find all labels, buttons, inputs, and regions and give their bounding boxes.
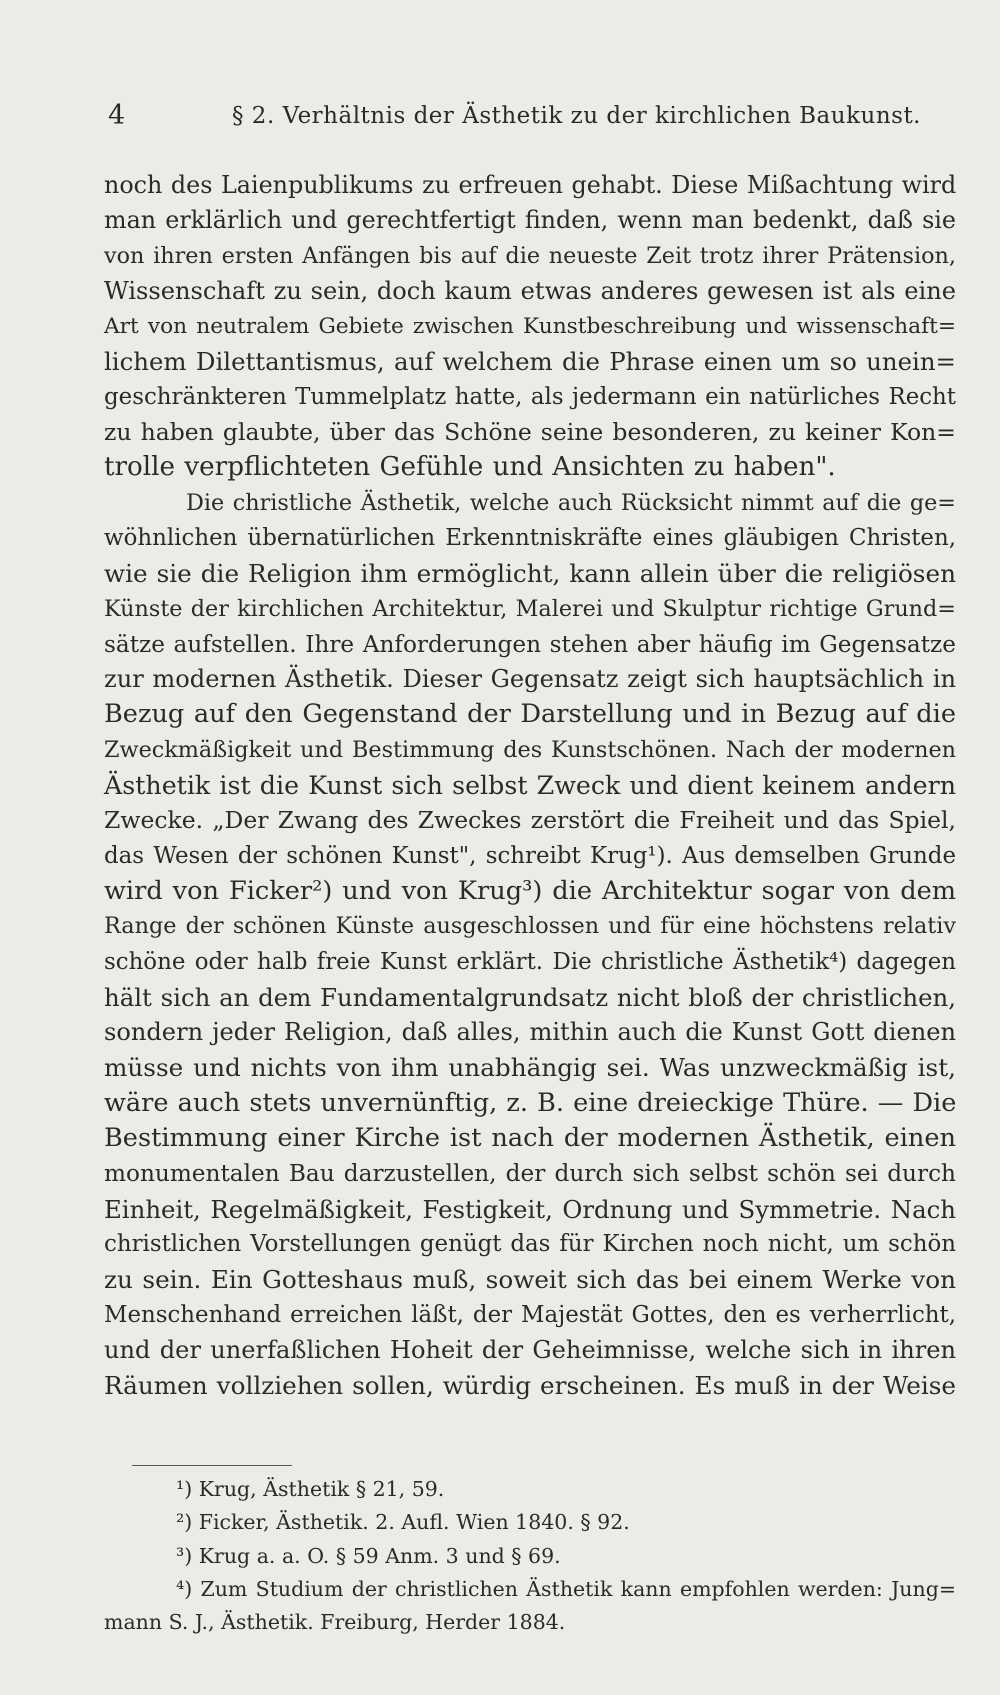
text-line: zu sein. Ein Gotteshaus muß, soweit sich das bei einem Werke von	[104, 1265, 956, 1295]
text-line: geschränkteren Tummelplatz hatte, als jedermann ein natürliches Recht	[104, 383, 956, 410]
text-line: wie sie die Religion ihm ermöglicht, kann allein über die religiösen	[104, 559, 956, 589]
text-line: Range der schönen Künste ausgeschlossen und für eine höchstens relativ	[104, 913, 956, 940]
text-line: Menschenhand erreichen läßt, der Majestät Gottes, den es verherrlicht,	[104, 1301, 956, 1328]
text-line: zur modernen Ästhetik. Dieser Gegensatz zeigt sich hauptsächlich in	[104, 665, 956, 694]
footnote-3: ³) Krug a. a. O. § 59 Anm. 3 und § 69.	[176, 1543, 561, 1568]
running-title: § 2. Verhältnis der Ästhetik zu der kirchlichen Baukunst.	[232, 103, 921, 129]
page-header	[0, 100, 1000, 136]
text-line: lichem Dilettantismus, auf welchem die Phrase einen um so unein=	[104, 347, 956, 377]
footnote-4: ⁴) Zum Studium der christlichen Ästhetik kann empfohlen werden: Jung=	[176, 1576, 956, 1601]
footnote-divider	[132, 1465, 292, 1466]
text-line: Räumen vollziehen sollen, würdig erscheinen. Es muß in der Weise	[104, 1371, 956, 1401]
text-line: wöhnlichen übernatürlichen Erkenntniskräfte eines gläubigen Christen,	[104, 524, 956, 551]
text-line: monumentalen Bau darzustellen, der durch sich selbst schön sei durch	[104, 1160, 956, 1188]
text-line: Wissenschaft zu sein, doch kaum etwas anderes gewesen ist als eine	[104, 276, 956, 305]
text-line: müsse und nichts von ihm unabhängig sei. Was unzweckmäßig ist,	[104, 1053, 956, 1083]
text-line: zu haben glaubte, über das Schöne seine besonderen, zu keiner Kon=	[104, 418, 956, 447]
text-line: Art von neutralem Gebiete zwischen Kunstbeschreibung und wissenschaft=	[104, 314, 956, 340]
text-line: von ihren ersten Anfängen bis auf die neueste Zeit trotz ihrer Prätension,	[104, 242, 956, 269]
text-line: Zweckmäßigkeit und Bestimmung des Kunstschönen. Nach der modernen	[104, 736, 956, 763]
footnote-2: ²) Ficker, Ästhetik. 2. Aufl. Wien 1840. § 92.	[176, 1510, 630, 1535]
text-line: Bestimmung einer Kirche ist nach der modernen Ästhetik, einen	[104, 1123, 956, 1154]
text-line: Bezug auf den Gegenstand der Darstellung und in Bezug auf die	[104, 699, 956, 730]
text-line: sätze aufstellen. Ihre Anforderungen stehen aber häufig im Gegensatze	[104, 630, 956, 658]
text-line: wäre auch stets unvernünftig, z. B. eine dreieckige Thüre. — Die	[104, 1087, 957, 1118]
body-text	[104, 168, 956, 1403]
text-line: Einheit, Regelmäßigkeit, Festigkeit, Ordnung und Symmetrie. Nach	[104, 1194, 956, 1224]
text-line: schöne oder halb freie Kunst erklärt. Die christliche Ästhetik⁴) dagegen	[104, 948, 956, 975]
paragraph-start-line: Die christliche Ästhetik, welche auch Rücksicht nimmt auf die ge=	[186, 489, 956, 516]
footnote-1: ¹) Krug, Ästhetik § 21, 59.	[176, 1477, 445, 1501]
footnote-4-continuation: mann S. J., Ästhetik. Freiburg, Herder 1884.	[104, 1610, 566, 1635]
footnotes	[104, 1473, 956, 1639]
text-line: wird von Ficker²) und von Krug³) die Architektur sogar von dem	[104, 875, 956, 906]
text-line: Ästhetik ist die Kunst sich selbst Zweck und dient keinem andern	[104, 771, 956, 801]
text-line: Künste der kirchlichen Architektur, Malerei und Skulptur richtige Grund=	[104, 595, 956, 622]
text-line: das Wesen der schönen Kunst", schreibt Krug¹). Aus demselben Grunde	[104, 842, 956, 869]
text-line: trolle verpflichteten Gefühle und Ansichten zu haben".	[104, 452, 836, 483]
text-line: man erklärlich und gerechtfertigt finden, wenn man bedenkt, daß sie	[104, 206, 956, 235]
page-number: 4	[108, 100, 126, 131]
text-line: Zwecke. „Der Zwang des Zweckes zerstört die Freiheit und das Spiel,	[104, 806, 956, 835]
text-line: sondern jeder Religion, daß alles, mithin auch die Kunst Gott dienen	[104, 1018, 956, 1047]
text-line: christlichen Vorstellungen genügt das für Kirchen noch nicht, um schön	[104, 1230, 956, 1257]
text-line: hält sich an dem Fundamentalgrundsatz nicht bloß der christlichen,	[104, 982, 956, 1012]
text-line: noch des Laienpublikums zu erfreuen gehabt. Diese Mißachtung wird	[104, 171, 957, 199]
text-line: und der unerfaßlichen Hoheit der Geheimnisse, welche sich in ihren	[104, 1335, 956, 1364]
